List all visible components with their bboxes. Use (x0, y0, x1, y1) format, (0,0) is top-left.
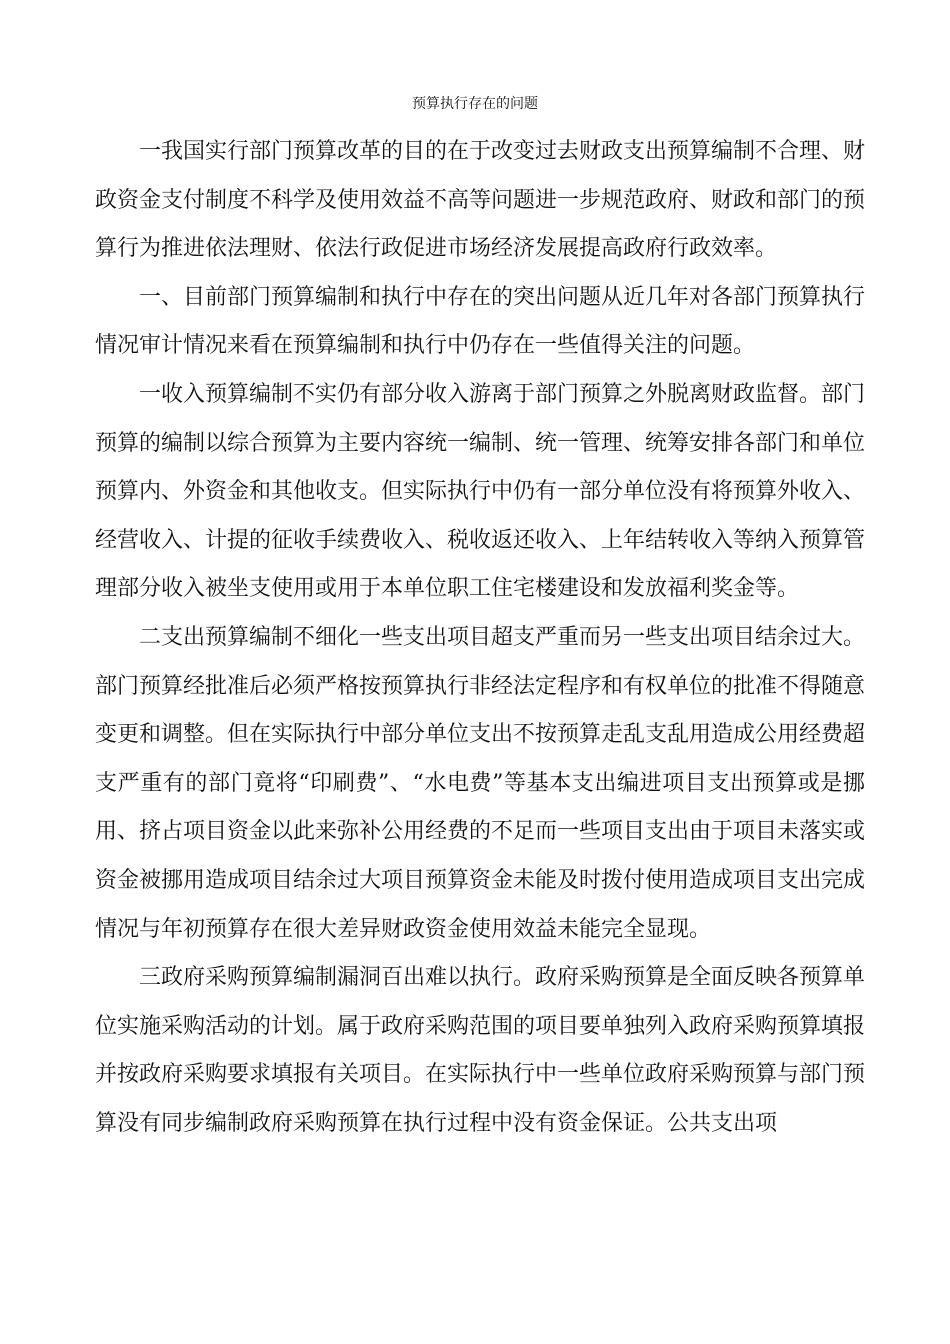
document-title: 预算执行存在的问题 (412, 96, 538, 112)
paragraph-revenue-budget: 一收入预算编制不实仍有部分收入游离于部门预算之外脱离财政监督。部门预算的编制以综合预算为主要内容统一编制、统一管理、统筹安排各部门和单位预算内、外资金和其他收支。但实际执行中仍有一部分单位没有将预算外收入、经营收入、计提的征收手续费收入、税收返还收入、上年结转收入等纳入预算管理部分收入被坐支使用或用于本单位职工住宅楼建设和发放福利奖金等。 (95, 381, 866, 602)
paragraph-expenditure-budget: 二支出预算编制不细化一些支出项目超支严重而另一些支出项目结余过大。部门预算经批准后必须严格按预算执行非经法定程序和有权单位的批准不得随意变更和调整。但在实际执行中部分单位支出不按预算走乱支乱用造成公用经费超支严重有的部门竟将“印刷费”、“水电费”等基本支出编进项目支出预算或是挪用、挤占项目资金以此来弥补公用经费的不足而一些项目支出由于项目未落实或资金被挪用造成项目结余过大项目预算资金未能及时拨付使用造成项目支出完成情况与年初预算存在很大差异财政资金使用效益未能完全显现。 (95, 624, 866, 942)
paragraph-section-one: 一、目前部门预算编制和执行中存在的突出问题从近几年对各部门预算执行情况审计情况来看在预算编制和执行中仍存在一些值得关注的问题。 (95, 284, 866, 359)
paragraph-intro: 一我国实行部门预算改革的目的在于改变过去财政支出预算编制不合理、财政资金支付制度不科学及使用效益不高等问题进一步规范政府、财政和部门的预算行为推进依法理财、依法行政促进市场经济发展提高政府行政效率。 (95, 139, 866, 262)
paragraph-procurement-budget: 三政府采购预算编制漏洞百出难以执行。政府采购预算是全面反映各预算单位实施采购活动的计划。属于政府采购范围的项目要单独列入政府采购预算填报并按政府采购要求填报有关项目。在实际执行中一些单位政府采购预算与部门预算没有同步编制政府采购预算在执行过程中没有资金保证。公共支出项 (95, 965, 866, 1136)
document-body (95, 128, 865, 1148)
